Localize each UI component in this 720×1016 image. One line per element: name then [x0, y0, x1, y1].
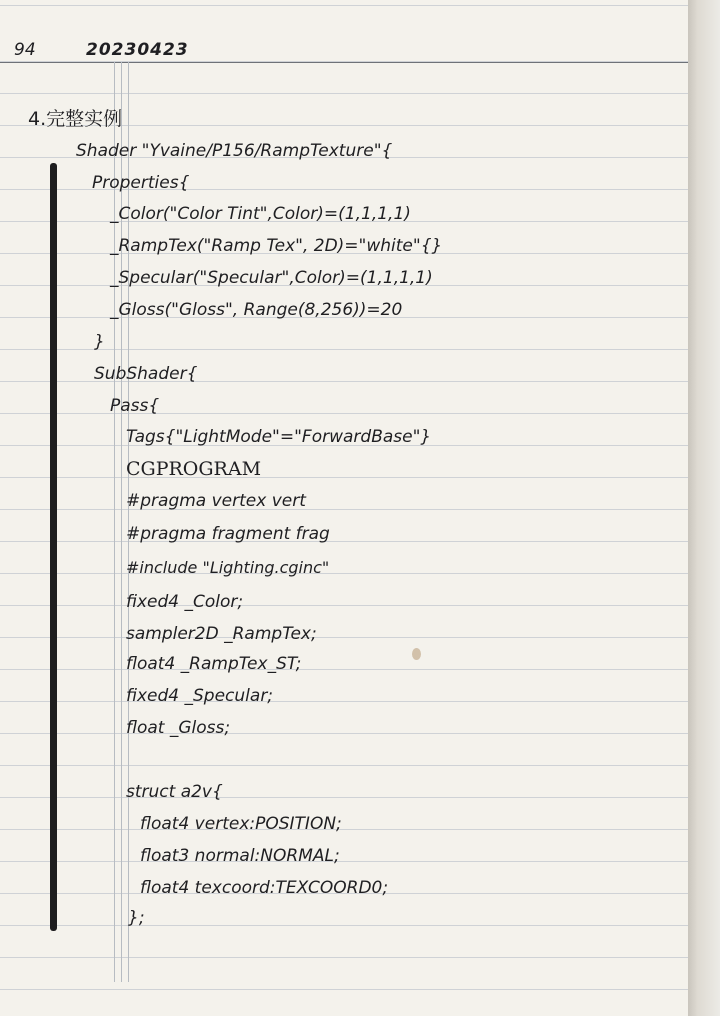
code-line: _Specular("Specular",Color)=(1,1,1,1): [110, 268, 433, 288]
code-block-bar: [50, 163, 57, 931]
code-line: struct a2v{: [126, 782, 223, 802]
code-line: float4 vertex:POSITION;: [140, 814, 342, 834]
section-title: 4.完整实例: [28, 108, 123, 130]
code-line: #include "Lighting.cginc": [126, 558, 330, 577]
code-line: float4 _RampTex_ST;: [126, 654, 302, 674]
code-line: #pragma fragment frag: [126, 524, 330, 544]
code-line: sampler2D _RampTex;: [126, 624, 317, 644]
code-line: _Color("Color Tint",Color)=(1,1,1,1): [110, 204, 411, 224]
code-line: };: [128, 908, 145, 928]
notebook-spine: [688, 0, 720, 1016]
code-line: float4 texcoord:TEXCOORD0;: [140, 878, 389, 898]
page-number: 94: [14, 40, 36, 60]
code-line: Pass{: [110, 396, 160, 416]
code-line: _RampTex("Ramp Tex", 2D)="white"{}: [110, 236, 443, 256]
code-line: Properties{: [92, 173, 190, 193]
code-line: SubShader{: [94, 364, 198, 384]
code-line: #pragma vertex vert: [126, 491, 306, 511]
ink-stain: [412, 648, 421, 660]
page-date: 20230423: [86, 40, 189, 60]
margin-line: [121, 62, 122, 982]
code-line: _Gloss("Gloss", Range(8,256))=20: [110, 300, 403, 320]
code-line: Tags{"LightMode"="ForwardBase"}: [126, 427, 432, 447]
code-line: fixed4 _Color;: [126, 592, 244, 612]
code-line: float _Gloss;: [126, 718, 231, 738]
code-line: float3 normal:NORMAL;: [140, 846, 340, 866]
code-line: Shader "Yvaine/P156/RampTexture"{: [76, 141, 393, 161]
margin-line: [128, 62, 129, 982]
code-line: CGPROGRAM: [126, 458, 262, 480]
header-rule: [0, 62, 688, 63]
code-line: }: [94, 332, 105, 352]
code-line: fixed4 _Specular;: [126, 686, 274, 706]
margin-line: [114, 62, 115, 982]
